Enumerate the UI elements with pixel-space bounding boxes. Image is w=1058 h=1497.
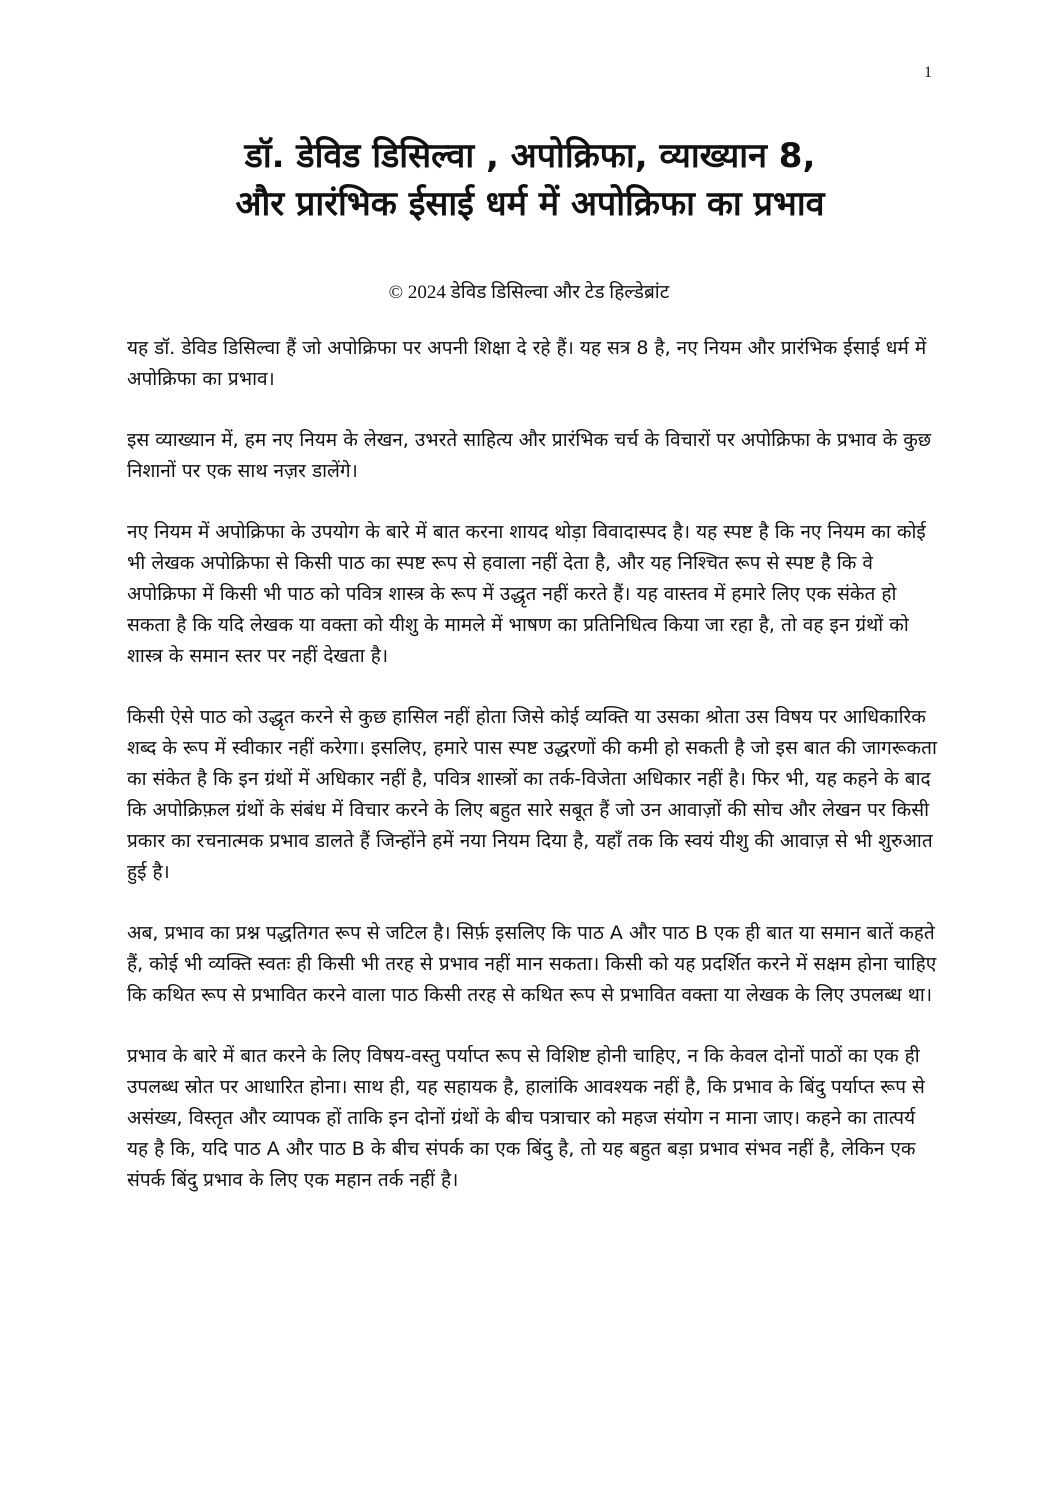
paragraph: किसी ऐसे पाठ को उद्धृत करने से कुछ हासिल नहीं होता जिसे कोई व्यक्ति या उसका श्रोता उस विषय पर आधिकारिक शब्द के रूप में स्वीकार नहीं करेगा। इसलिए, हमारे पास स्पष्ट उद्धरणों की कमी हो सकती है जो इस बात की जागरूकता का संकेत है कि इन ग्रंथों में अधिकार नहीं है, पवित्र शास्त्रों का तर्क-विजेता अधिकार नहीं है। फिर भी, यह कहने के बाद कि अपोक्रिफ़ल ग्रंथों के संबंध में विचार करने के लिए बहुत सारे सबूत हैं जो उन आवाज़ों की सोच और लेखन पर किसी प्रकार का रचनात्मक प्रभाव डालते हैं जिन्होंने हमें नया नियम दिया है, यहाँ तक कि स्वयं यीशु की आवाज़ से भी शुरुआत हुई है।	[127, 706, 937, 883]
paragraph: इस व्याख्यान में, हम नए नियम के लेखन, उभरते साहित्य और प्रारंभिक चर्च के विचारों पर अपोक्रिफा के प्रभाव के कुछ निशानों पर एक साथ नज़र डालेंगे।	[127, 429, 932, 482]
document-body	[127, 333, 937, 1226]
paragraph: अब, प्रभाव का प्रश्न पद्धतिगत रूप से जटिल है। सिर्फ़ इसलिए कि पाठ A और पाठ B एक ही बात या समान बातें कहते हैं, कोई भी व्यक्ति स्वतः ही किसी भी तरह से प्रभाव नहीं मान सकता। किसी को यह प्रदर्शित करने में सक्षम होना चाहिए कि कथित रूप से प्रभावित करने वाला पाठ किसी तरह से कथित रूप से प्रभावित वक्ता या लेखक के लिए उपलब्ध था।	[127, 922, 937, 1006]
title-line-1: डॉ. डेविड डिसिल्वा , अपोक्रिफा, व्याख्यान 8,	[244, 136, 816, 176]
paragraph: प्रभाव के बारे में बात करने के लिए विषय-वस्तु पर्याप्त रूप से विशिष्ट होनी चाहिए, न कि केवल दोनों पाठों का एक ही उपलब्ध स्रोत पर आधारित होना। साथ ही, यह सहायक है, हालांकि आवश्यक नहीं है, कि प्रभाव के बिंदु पर्याप्त रूप से असंख्य, विस्तृत और व्यापक हों ताकि इन दोनों ग्रंथों के बीच पत्राचार को महज संयोग न माना जाए। कहने का तात्पर्य यह है कि, यदि पाठ A और पाठ B के बीच संपर्क का एक बिंदु है, तो यह बहुत बड़ा प्रभाव संभव नहीं है, लेकिन एक संपर्क बिंदु प्रभाव के लिए एक महान तर्क नहीं है।	[127, 1045, 925, 1191]
copyright-notice: © 2024 डेविड डिसिल्वा और टेड हिल्डेब्रांट	[388, 282, 670, 303]
page-number: 1	[924, 64, 932, 81]
paragraph: नए नियम में अपोक्रिफा के उपयोग के बारे में बात करना शायद थोड़ा विवादास्पद है। यह स्पष्ट है कि नए नियम का कोई भी लेखक अपोक्रिफा से किसी पाठ का स्पष्ट रूप से हवाला नहीं देता है, और यह निश्चित रूप से स्पष्ट है कि वे अपोक्रिफा में किसी भी पाठ को पवित्र शास्त्र के रूप में उद्धृत नहीं करते हैं। यह वास्तव में हमारे लिए एक संकेत हो सकता है कि यदि लेखक या वक्ता को यीशु के मामले में भाषण का प्रतिनिधित्व किया जा रहा है, तो वह इन ग्रंथों को शास्त्र के समान स्तर पर नहीं देखता है।	[127, 521, 926, 667]
document-title	[110, 132, 950, 228]
paragraph: यह डॉ. डेविड डिसिल्वा हैं जो अपोक्रिफा पर अपनी शिक्षा दे रहे हैं। यह सत्र 8 है, नए नियम और प्रारंभिक ईसाई धर्म में अपोक्रिफा का प्रभाव।	[127, 337, 927, 390]
title-line-2: और प्रारंभिक ईसाई धर्म में अपोक्रिफा का प्रभाव	[235, 184, 825, 224]
